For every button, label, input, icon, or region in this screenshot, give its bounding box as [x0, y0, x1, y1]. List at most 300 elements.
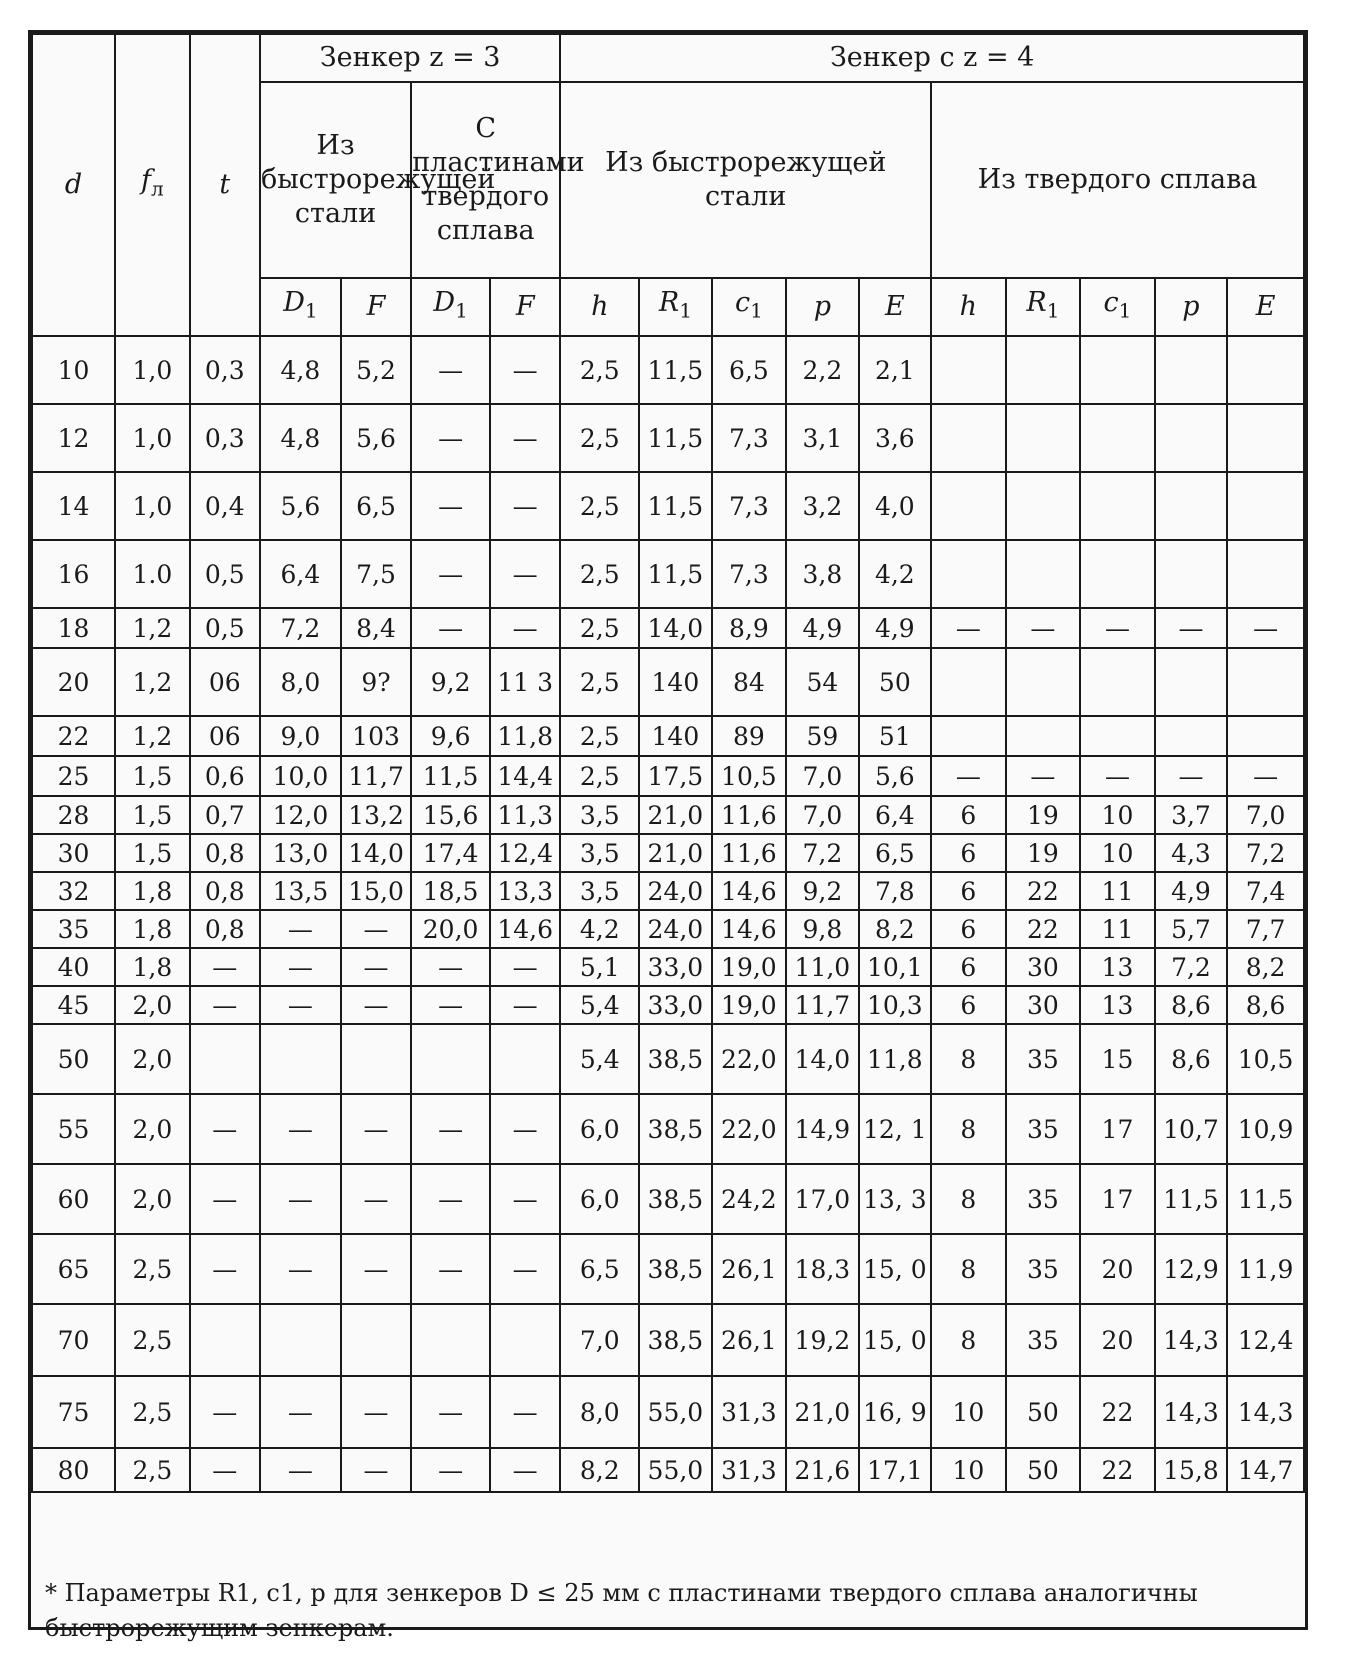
table-cell: 32 — [32, 872, 115, 910]
table-cell: 14,0 — [341, 834, 411, 872]
table-cell: 6,5 — [560, 1234, 639, 1304]
table-cell: 14 — [32, 472, 115, 540]
table-cell: 18 — [32, 608, 115, 648]
table-cell: 2,5 — [560, 648, 639, 716]
table-cell: 1,2 — [115, 608, 190, 648]
table-cell: — — [490, 948, 560, 986]
table-cell: — — [260, 1094, 341, 1164]
table-cell: 50 — [859, 648, 931, 716]
table-cell: 8 — [931, 1234, 1006, 1304]
table-cell: 8 — [931, 1024, 1006, 1094]
table-cell: 10,1 — [859, 948, 931, 986]
table-cell: 22,0 — [712, 1094, 787, 1164]
table-row — [32, 648, 1304, 716]
table-cell: 14,9 — [786, 1094, 858, 1164]
subheader-e: E — [859, 278, 931, 336]
table-cell: 15 — [1080, 1024, 1155, 1094]
header-z4-carbide: Из твердого сплава — [931, 82, 1304, 278]
table-cell: 15, 0 — [859, 1304, 931, 1376]
table-cell: 19,2 — [786, 1304, 858, 1376]
table-cell: 10,5 — [712, 756, 787, 796]
table-cell: 2,5 — [560, 756, 639, 796]
table-cell: 10 — [1080, 796, 1155, 834]
table-cell: — — [260, 1234, 341, 1304]
table-cell: 8 — [931, 1304, 1006, 1376]
subheader-p: p — [786, 278, 858, 336]
table-cell: — — [490, 986, 560, 1024]
table-cell: 2,5 — [115, 1234, 190, 1304]
table-cell: 11,8 — [490, 716, 560, 756]
table-cell — [1155, 472, 1227, 540]
table-cell: 22 — [32, 716, 115, 756]
table-cell: 4,8 — [260, 336, 341, 404]
table-cell: 11,7 — [341, 756, 411, 796]
table-cell: 60 — [32, 1164, 115, 1234]
table-cell: 1,8 — [115, 910, 190, 948]
table-cell: 5,6 — [859, 756, 931, 796]
table-cell: 35 — [1006, 1024, 1081, 1094]
table-cell: 10 — [32, 336, 115, 404]
table-cell — [1227, 716, 1304, 756]
table-cell: 38,5 — [639, 1024, 711, 1094]
table-cell — [1080, 540, 1155, 608]
table-cell: 6 — [931, 796, 1006, 834]
table-cell: 21,0 — [786, 1376, 858, 1448]
table-cell: 10 — [931, 1376, 1006, 1448]
table-cell: 0,6 — [190, 756, 260, 796]
table-cell: 9,2 — [786, 872, 858, 910]
table-row — [32, 872, 1304, 910]
subheader-f: F — [341, 278, 411, 336]
table-cell: — — [411, 1234, 490, 1304]
table-cell: 2,5 — [560, 336, 639, 404]
subheader-h: h — [560, 278, 639, 336]
table-cell: 20 — [32, 648, 115, 716]
table-cell: 35 — [32, 910, 115, 948]
table-cell: 20 — [1080, 1234, 1155, 1304]
table-cell: — — [341, 1376, 411, 1448]
subheader-c1: $c_1$ — [712, 278, 787, 336]
table-cell: 35 — [1006, 1164, 1081, 1234]
table-cell: 2,5 — [115, 1304, 190, 1376]
table-row — [32, 540, 1304, 608]
table-row — [32, 1164, 1304, 1234]
table-cell: 2,0 — [115, 986, 190, 1024]
table-cell: — — [490, 472, 560, 540]
table-cell — [1080, 472, 1155, 540]
table-cell: 5,4 — [560, 986, 639, 1024]
table-cell: 4,8 — [260, 404, 341, 472]
table-row — [32, 336, 1304, 404]
table-cell: 55,0 — [639, 1448, 711, 1492]
table-cell: 9? — [341, 648, 411, 716]
table-cell: 10,3 — [859, 986, 931, 1024]
table-cell: 10,9 — [1227, 1094, 1304, 1164]
table-cell: 14,6 — [712, 910, 787, 948]
table-cell — [1155, 648, 1227, 716]
table-cell: 12,4 — [490, 834, 560, 872]
table-cell: 1,8 — [115, 948, 190, 986]
table-cell: 13,2 — [341, 796, 411, 834]
table-cell: 8,9 — [712, 608, 787, 648]
table-cell: 14,3 — [1155, 1376, 1227, 1448]
table-row — [32, 1094, 1304, 1164]
table-cell: 22 — [1080, 1376, 1155, 1448]
subheader-f: F — [490, 278, 560, 336]
table-cell: — — [341, 986, 411, 1024]
table-cell: — — [341, 1234, 411, 1304]
table-cell: 5,7 — [1155, 910, 1227, 948]
table-cell: 10,0 — [260, 756, 341, 796]
table-cell: 1,2 — [115, 716, 190, 756]
table-cell: 7,3 — [712, 540, 787, 608]
table-cell: 6 — [931, 910, 1006, 948]
table-cell: 55 — [32, 1094, 115, 1164]
table-cell: 50 — [32, 1024, 115, 1094]
table-cell: — — [411, 1376, 490, 1448]
table-cell — [1080, 648, 1155, 716]
table-cell: 8 — [931, 1164, 1006, 1234]
table-cell: 8,4 — [341, 608, 411, 648]
table-cell: 17,5 — [639, 756, 711, 796]
table-cell: 0,8 — [190, 910, 260, 948]
table-cell — [1155, 404, 1227, 472]
table-cell — [931, 648, 1006, 716]
table-cell: 8,0 — [260, 648, 341, 716]
table-cell: 18,3 — [786, 1234, 858, 1304]
table-row — [32, 1448, 1304, 1492]
table-cell: 6,5 — [859, 834, 931, 872]
table-cell — [341, 1304, 411, 1376]
table-cell: 140 — [639, 716, 711, 756]
table-cell: 8,2 — [560, 1448, 639, 1492]
table-cell: 8 — [931, 1094, 1006, 1164]
table-cell: 12,4 — [1227, 1304, 1304, 1376]
table-cell: 59 — [786, 716, 858, 756]
table-cell — [1006, 540, 1081, 608]
table-cell — [1006, 404, 1081, 472]
table-cell: 7,7 — [1227, 910, 1304, 948]
table-cell: 51 — [859, 716, 931, 756]
table-cell: 11,7 — [786, 986, 858, 1024]
table-cell: — — [1155, 608, 1227, 648]
table-cell — [411, 1024, 490, 1094]
table-cell: 4,3 — [1155, 834, 1227, 872]
table-cell: 7,2 — [1155, 948, 1227, 986]
table-row — [32, 796, 1304, 834]
table-cell: 6 — [931, 948, 1006, 986]
table-cell: — — [341, 1448, 411, 1492]
table-cell: 28 — [32, 796, 115, 834]
subheader-e: E — [1227, 278, 1304, 336]
table-row — [32, 1024, 1304, 1094]
table-cell: — — [260, 910, 341, 948]
table-cell: 7,0 — [1227, 796, 1304, 834]
table-row — [32, 756, 1304, 796]
table-cell: 19,0 — [712, 986, 787, 1024]
table-cell: 6 — [931, 986, 1006, 1024]
table-cell: 6,0 — [560, 1094, 639, 1164]
table-cell: 3,8 — [786, 540, 858, 608]
table-cell: 19 — [1006, 796, 1081, 834]
header-z4-hss: Из быстрорежущей стали — [560, 82, 931, 278]
table-cell: 0,5 — [190, 540, 260, 608]
table-cell — [1006, 716, 1081, 756]
header-d: d — [32, 34, 115, 336]
table-cell: 2,5 — [115, 1376, 190, 1448]
table-cell: — — [490, 1094, 560, 1164]
footnote: * Параметры R1, c1, p для зенкеров D ≤ 25 мм с пластинами твердого сплава аналогичны быстрорежущим зенкерам. — [45, 1579, 1198, 1642]
table-cell: 38,5 — [639, 1164, 711, 1234]
table-cell: — — [190, 1376, 260, 1448]
table-cell: 8,6 — [1155, 1024, 1227, 1094]
table-cell: 13 — [1080, 948, 1155, 986]
table-cell: 2,5 — [560, 540, 639, 608]
table-cell: — — [411, 1094, 490, 1164]
table-row — [32, 1234, 1304, 1304]
table-frame — [28, 30, 1308, 1642]
table-cell: 11,6 — [712, 834, 787, 872]
table-cell: 3,2 — [786, 472, 858, 540]
table-cell: 3,5 — [560, 834, 639, 872]
table-cell: 11 — [1080, 872, 1155, 910]
table-cell: 103 — [341, 716, 411, 756]
table-row — [32, 608, 1304, 648]
table-cell: 31,3 — [712, 1448, 787, 1492]
table-cell — [1155, 540, 1227, 608]
table-cell: 3,5 — [560, 872, 639, 910]
table-cell: 1,0 — [115, 472, 190, 540]
table-cell: — — [931, 756, 1006, 796]
table-body — [32, 336, 1304, 1492]
table-cell: 14,3 — [1155, 1304, 1227, 1376]
table-cell: 0,7 — [190, 796, 260, 834]
table-cell — [1155, 716, 1227, 756]
table-cell: — — [260, 1448, 341, 1492]
table-cell: — — [341, 910, 411, 948]
table-cell: 13,0 — [260, 834, 341, 872]
table-cell — [1080, 404, 1155, 472]
table-cell — [1080, 716, 1155, 756]
table-cell: 35 — [1006, 1234, 1081, 1304]
table-cell: 7,8 — [859, 872, 931, 910]
table-row — [32, 986, 1304, 1024]
table-cell: 35 — [1006, 1094, 1081, 1164]
table-cell: — — [490, 1448, 560, 1492]
table-cell: 7,3 — [712, 404, 787, 472]
table-cell: 17,1 — [859, 1448, 931, 1492]
table-cell: 3,1 — [786, 404, 858, 472]
table-cell: — — [931, 608, 1006, 648]
table-cell — [1227, 648, 1304, 716]
table-row — [32, 716, 1304, 756]
table-cell: 38,5 — [639, 1304, 711, 1376]
table-cell: 6,4 — [260, 540, 341, 608]
table-cell: 12,9 — [1155, 1234, 1227, 1304]
header-z4-group: Зенкер с z = 4 — [560, 34, 1304, 82]
table-cell: 13,3 — [490, 872, 560, 910]
table-cell: 22 — [1006, 910, 1081, 948]
table-cell: 140 — [639, 648, 711, 716]
table-cell: 14,3 — [1227, 1376, 1304, 1448]
table-cell: 15,0 — [341, 872, 411, 910]
table-cell: 6,5 — [341, 472, 411, 540]
table-cell: 1,8 — [115, 872, 190, 910]
table-cell — [190, 1024, 260, 1094]
table-cell: 0,3 — [190, 336, 260, 404]
table-cell — [1227, 472, 1304, 540]
table-cell: — — [341, 948, 411, 986]
table-cell: 6 — [931, 872, 1006, 910]
table-cell: 20,0 — [411, 910, 490, 948]
table-cell: 15, 0 — [859, 1234, 931, 1304]
table-cell: 14,7 — [1227, 1448, 1304, 1492]
table-cell: 14,6 — [712, 872, 787, 910]
table-cell: — — [1080, 608, 1155, 648]
table-cell: 2,2 — [786, 336, 858, 404]
table-cell: 11,5 — [639, 540, 711, 608]
table-cell: 17 — [1080, 1094, 1155, 1164]
table-cell: 84 — [712, 648, 787, 716]
table-cell: 2,1 — [859, 336, 931, 404]
table-cell: 24,2 — [712, 1164, 787, 1234]
subheader-h: h — [931, 278, 1006, 336]
table-cell — [1006, 648, 1081, 716]
table-cell: 11,8 — [859, 1024, 931, 1094]
table-cell: 65 — [32, 1234, 115, 1304]
table-cell: 35 — [1006, 1304, 1081, 1376]
table-cell: 1,5 — [115, 834, 190, 872]
table-cell: 0,3 — [190, 404, 260, 472]
table-cell: — — [411, 948, 490, 986]
table-cell: 50 — [1006, 1376, 1081, 1448]
table-cell: 21,0 — [639, 834, 711, 872]
table-row — [32, 834, 1304, 872]
table-cell: 11,9 — [1227, 1234, 1304, 1304]
table-cell: 40 — [32, 948, 115, 986]
table-cell: 18,5 — [411, 872, 490, 910]
table-cell: 11,5 — [1155, 1164, 1227, 1234]
table-cell: — — [190, 986, 260, 1024]
table-cell: 22 — [1080, 1448, 1155, 1492]
table-cell: 4,9 — [786, 608, 858, 648]
table-cell: 30 — [1006, 986, 1081, 1024]
table-cell: 4,9 — [859, 608, 931, 648]
table-cell: 1,5 — [115, 756, 190, 796]
table-cell: — — [411, 336, 490, 404]
table-cell: 7,2 — [1227, 834, 1304, 872]
table-cell: 17,4 — [411, 834, 490, 872]
subheader-r1: $R_1$ — [639, 278, 711, 336]
table-cell: 30 — [32, 834, 115, 872]
subheader-c1: $c_1$ — [1080, 278, 1155, 336]
table-cell: 0,8 — [190, 834, 260, 872]
table-cell: 6 — [931, 834, 1006, 872]
table-cell: 11,0 — [786, 948, 858, 986]
table-cell: 7,0 — [560, 1304, 639, 1376]
table-cell — [1227, 336, 1304, 404]
table-cell: 11,5 — [1227, 1164, 1304, 1234]
table-cell: 2,0 — [115, 1094, 190, 1164]
table-cell: 7,2 — [786, 834, 858, 872]
table-cell: — — [490, 1234, 560, 1304]
table-row — [32, 472, 1304, 540]
table-cell — [931, 540, 1006, 608]
table-cell — [260, 1024, 341, 1094]
table-cell — [931, 472, 1006, 540]
table-cell: 5,6 — [341, 404, 411, 472]
table-cell: 7,0 — [786, 756, 858, 796]
header-f: $f_л$ — [115, 34, 190, 336]
table-cell: — — [490, 336, 560, 404]
table-cell: 80 — [32, 1448, 115, 1492]
table-cell: 14,0 — [639, 608, 711, 648]
table-cell: 19,0 — [712, 948, 787, 986]
table-cell: 11 — [1080, 910, 1155, 948]
table-cell: 7,5 — [341, 540, 411, 608]
table-cell: 9,2 — [411, 648, 490, 716]
table-cell: 17,0 — [786, 1164, 858, 1234]
table-cell — [931, 336, 1006, 404]
table-cell: 14,6 — [490, 910, 560, 948]
table-cell: 26,1 — [712, 1234, 787, 1304]
table-cell: 30 — [1006, 948, 1081, 986]
table-cell: 4,2 — [560, 910, 639, 948]
table-cell: 3,5 — [560, 796, 639, 834]
table-cell — [1080, 336, 1155, 404]
table-cell: — — [490, 1164, 560, 1234]
table-cell: 12 — [32, 404, 115, 472]
table-cell: 1,2 — [115, 648, 190, 716]
table-cell: — — [1080, 756, 1155, 796]
table-cell: 16, 9 — [859, 1376, 931, 1448]
table-cell — [1155, 336, 1227, 404]
table-cell: 4,2 — [859, 540, 931, 608]
table-cell: 0,8 — [190, 872, 260, 910]
table-cell: — — [411, 986, 490, 1024]
table-cell: 8,0 — [560, 1376, 639, 1448]
table-cell: 10,5 — [1227, 1024, 1304, 1094]
table-cell: 5,2 — [341, 336, 411, 404]
table-cell: — — [1006, 608, 1081, 648]
table-cell: 11,6 — [712, 796, 787, 834]
table-cell: 8,2 — [1227, 948, 1304, 986]
table-cell: 9,0 — [260, 716, 341, 756]
table-cell — [931, 716, 1006, 756]
table-cell — [490, 1304, 560, 1376]
table-cell: 10 — [931, 1448, 1006, 1492]
table-cell: 2,5 — [560, 716, 639, 756]
table-cell: 1.0 — [115, 540, 190, 608]
table-cell: — — [490, 1376, 560, 1448]
table-cell: — — [411, 540, 490, 608]
table-cell: — — [1227, 756, 1304, 796]
table-cell: 17 — [1080, 1164, 1155, 1234]
table-cell: 31,3 — [712, 1376, 787, 1448]
table-cell — [411, 1304, 490, 1376]
header-t: t — [190, 34, 260, 336]
table-row — [32, 404, 1304, 472]
table-cell: 2,5 — [560, 472, 639, 540]
parameters-table — [31, 33, 1305, 1493]
table-cell: 4,0 — [859, 472, 931, 540]
table-cell: 89 — [712, 716, 787, 756]
table-cell: 55,0 — [639, 1376, 711, 1448]
table-cell: 12, 1 — [859, 1094, 931, 1164]
table-cell: 24,0 — [639, 872, 711, 910]
table-cell: — — [411, 608, 490, 648]
table-cell: 6,0 — [560, 1164, 639, 1234]
